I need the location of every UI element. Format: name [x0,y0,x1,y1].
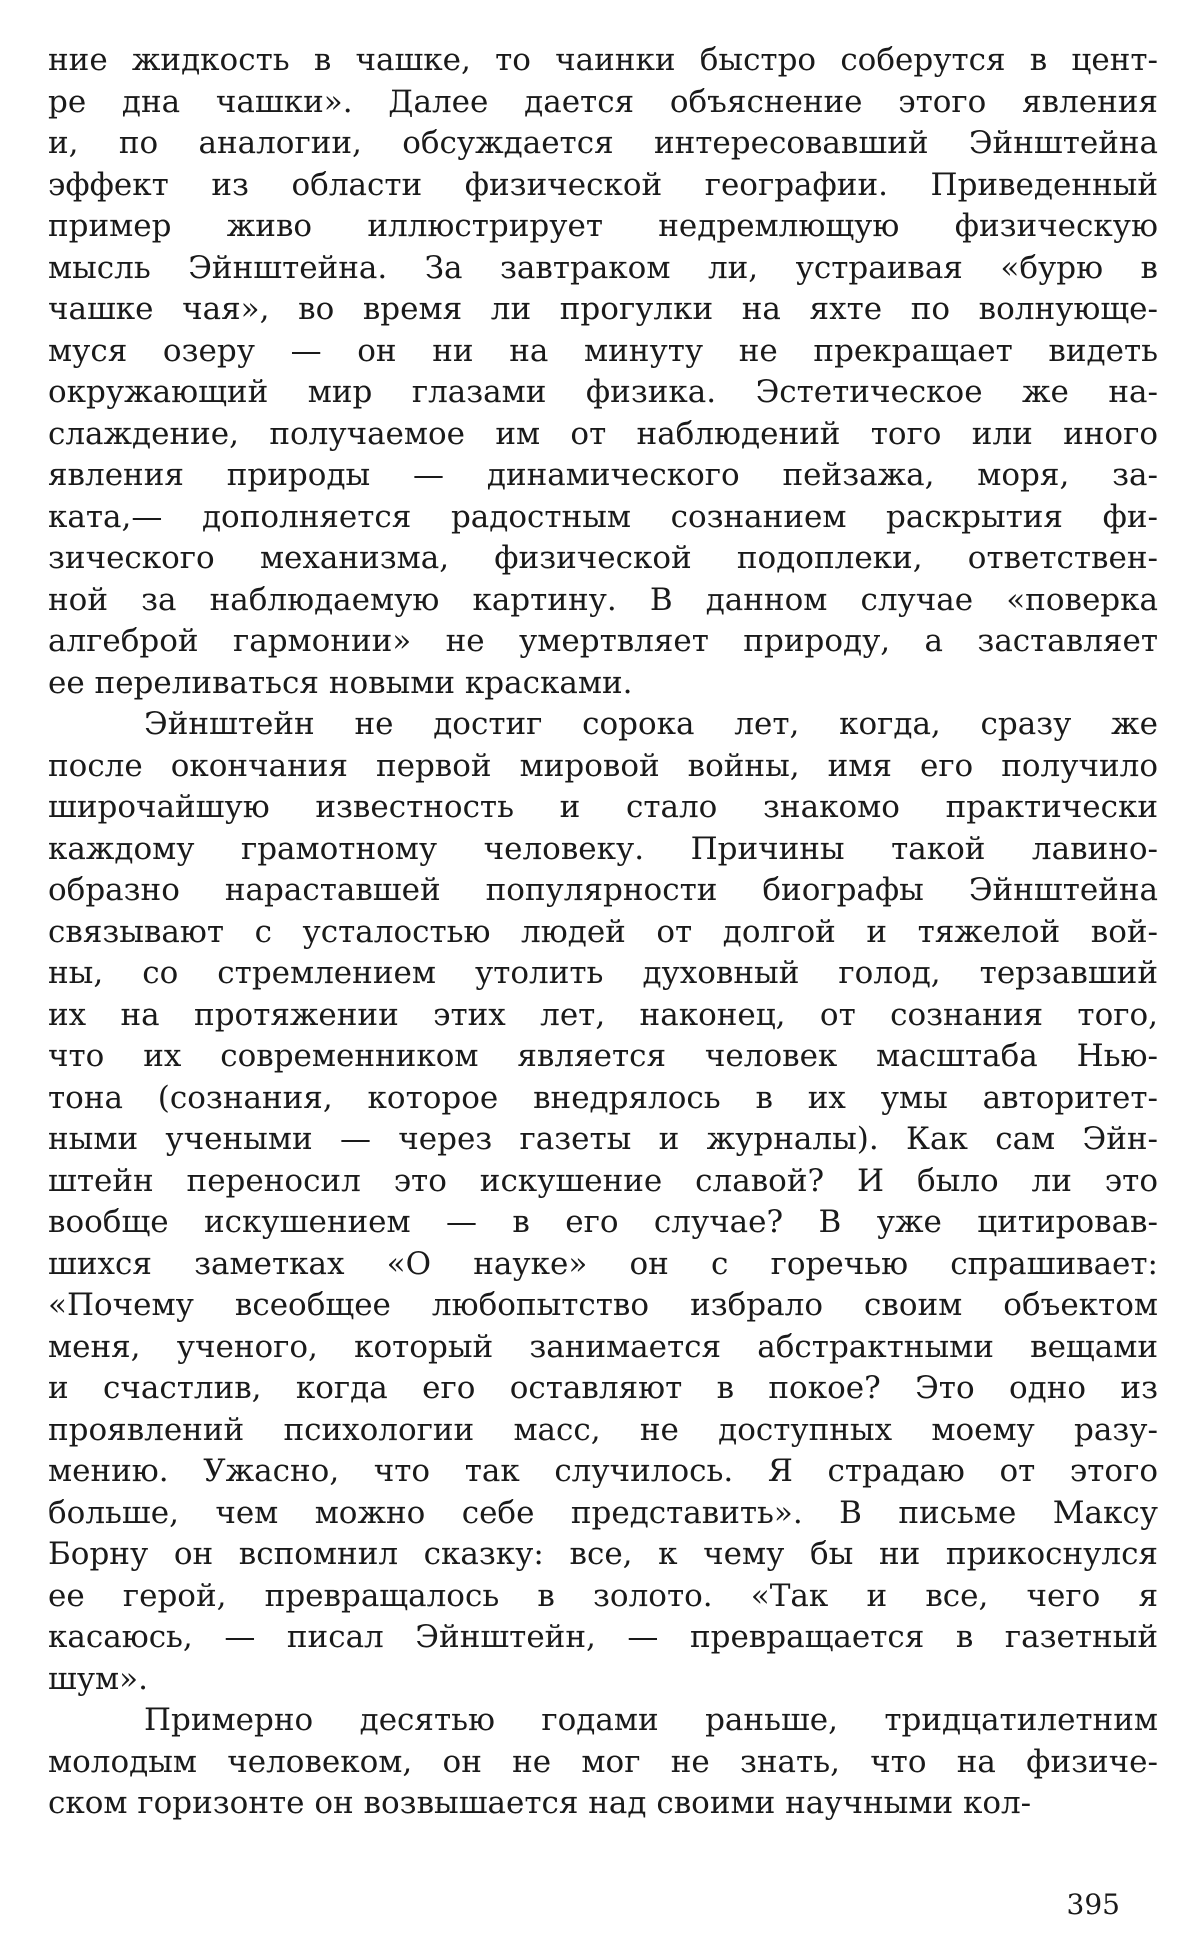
text-line: чашке чая», во время ли прогулки на яхте по волнующе- [48,291,1158,327]
text-line: штейн переносил это искушение славой? И было ли это [48,1162,1158,1199]
text-line: вообще искушением — в его случае? В уже цитировав- [48,1204,1158,1240]
text-line: тона (сознания, которое внедрялось в их умы авторитет- [48,1079,1158,1116]
text-line: их на протяжении этих лет, наконец, от сознания того, [48,996,1158,1033]
text-line: шум». [48,1660,148,1697]
text-line: алгеброй гармонии» не умертвляет природу, а заставляет [48,623,1158,659]
text-line: каждому грамотному человеку. Причины такой лавино- [48,830,1158,867]
text-line: «Почему всеобщее любопытство избрало своим объектом [48,1287,1158,1323]
text-line: эффект из области физической географии. Приведенный [48,166,1158,203]
text-line: касаюсь, — писал Эйнштейн, — превращается в газетный [48,1619,1158,1655]
text-line: окружающий мир глазами физика. Эстетическое же на- [48,374,1158,410]
paragraph [48,40,1158,704]
text-line: ее герой, превращалось в золото. «Так и все, чего я [48,1577,1158,1614]
text-line: мысль Эйнштейна. За завтраком ли, устраивая «бурю в [48,249,1158,286]
text-line: ре дна чашки». Далее дается объяснение этого явления [48,83,1158,120]
page-number: 395 [1066,1888,1120,1921]
text-line: и, по аналогии, обсуждается интересовавший Эйнштейна [48,125,1158,161]
text-line: зического механизма, физической подоплеки, ответствен- [48,540,1158,576]
text-line: ние жидкость в чашке, то чаинки быстро соберутся в цент- [48,42,1158,78]
text-line: меня, ученого, который занимается абстрактными вещами [48,1328,1158,1365]
body-text [48,40,1158,1825]
text-line: ной за наблюдаемую картину. В данном случае «поверка [48,581,1158,618]
text-line: муся озеру — он ни на минуту не прекращает видеть [48,332,1158,369]
text-line: ными учеными — через газеты и журналы). Как сам Эйн- [48,1121,1158,1157]
text-line: слаждение, получаемое им от наблюдений того или иного [48,415,1158,452]
text-line: ны, со стремлением утолить духовный голод, терзавший [48,955,1158,991]
text-line: проявлений психологии масс, не доступных моему разу- [48,1411,1158,1448]
text-line: мению. Ужасно, что так случилось. Я страдаю от этого [48,1453,1158,1489]
text-line: шихся заметках «О науке» он с горечью спрашивает: [48,1245,1158,1282]
text-line: и счастлив, когда его оставляют в покое? Это одно из [48,1370,1158,1406]
text-line: Эйнштейн не достиг сорока лет, когда, сразу же [144,706,1158,742]
text-line: после окончания первой мировой войны, имя его получило [48,747,1158,784]
paragraph [48,704,1158,1700]
text-line: ском горизонте он возвышается над своими научными кол- [48,1785,1032,1821]
text-line: пример живо иллюстрирует недремлющую физическую [48,208,1158,244]
paragraph [48,1700,1158,1825]
text-line: Примерно десятью годами раньше, тридцатилетним [144,1702,1158,1738]
text-line: образно нараставшей популярности биографы Эйнштейна [48,872,1158,908]
text-line: ката,— дополняется радостным сознанием раскрытия фи- [48,498,1158,535]
text-line: связывают с усталостью людей от долгой и тяжелой вой- [48,913,1158,950]
text-line: что их современником является человек масштаба Нью- [48,1038,1158,1074]
text-line: явления природы — динамического пейзажа, моря, за- [48,457,1158,493]
text-line: Борну он вспомнил сказку: все, к чему бы ни прикоснулся [48,1536,1158,1572]
text-line: больше, чем можно себе представить». В письме Максу [48,1494,1158,1531]
text-line: ее переливаться новыми красками. [48,664,633,701]
text-line: широчайшую известность и стало знакомо практически [48,789,1158,825]
text-line: молодым человеком, он не мог не знать, что на физиче- [48,1743,1158,1780]
